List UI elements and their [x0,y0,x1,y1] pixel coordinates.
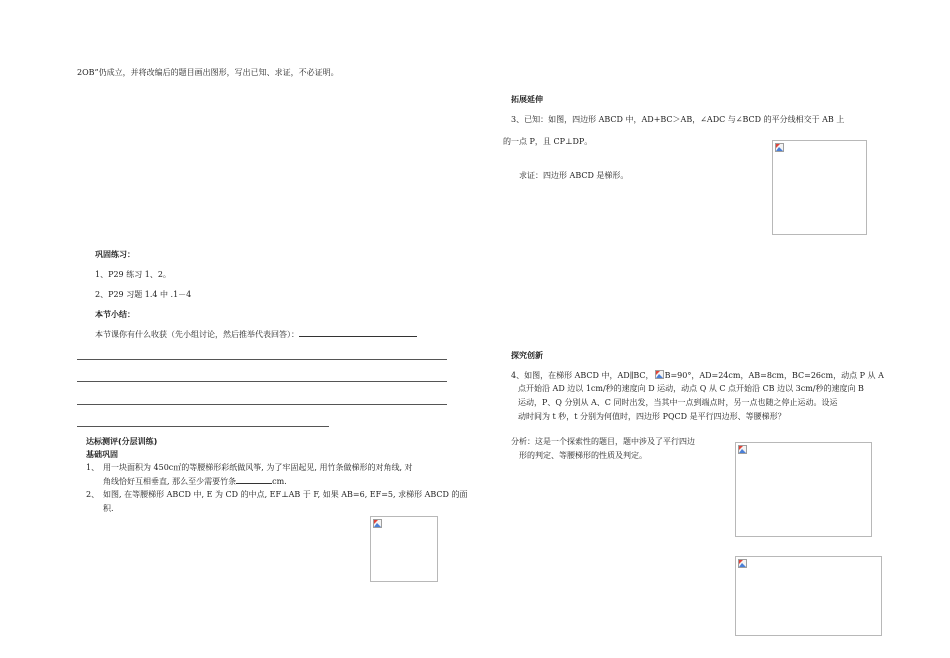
question-4-line-1 [511,370,884,381]
question-1-unit: cm. [272,477,287,486]
question-4-line-2: 点开始沿 AD 边以 1cm/秒的速度向 D 运动，动点 Q 从 C 点开始沿 CB 边以 3cm/秒的速度向 B [518,384,864,393]
innovation-heading: 探究创新 [511,351,543,360]
answer-line-3[interactable] [77,404,447,405]
broken-image-icon [738,559,747,568]
question-3-figure [772,140,867,235]
extension-heading: 拓展延伸 [511,95,543,104]
question-3-prove: 求证：四边形 ABCD 是梯形。 [519,171,629,180]
question-1-number: 1、 [86,463,100,472]
question-1-text: 角线恰好互相垂直, 那么至少需要竹条 [103,477,237,486]
practice-heading: 巩固练习： [95,250,135,259]
analysis-line-1: 分析：这是一个探索性的题目，题中涉及了平行四边 [511,437,695,446]
intro-text: 2OB”仍成立，并将改编后的题目画出图形，写出已知、求证，不必证明。 [77,68,339,77]
question-1-line-2 [103,476,287,487]
question-4-text-b: B=90°，AD=24cm，AB=8cm，BC=26cm，动点 P 从 A [664,371,884,380]
broken-image-icon [655,370,664,379]
question-4-line-4: 动时间为 t 秒，t 分别为何值时，四边形 PQCD 是平行四边形、等腰梯形？ [518,412,786,421]
summary-prompt-text: 本节课你有什么收获（先小组讨论，然后推举代表回答）： [95,330,299,339]
question-2-line-2: 积. [103,504,114,513]
practice-item-1: 1、P29 练习 1、2。 [95,270,171,279]
question-4-line-3: 运动，P、Q 分别从 A、C 同时出发，当其中一点到端点时，另一点也随之停止运动。设运 [518,398,838,407]
question-1-blank[interactable] [236,476,272,484]
question-4-text-a: 4、如图，在梯形 ABCD 中，AD∥BC， [511,371,654,380]
question-1-line-1: 用一块面积为 450c㎡的等腰梯形彩纸做风筝, 为了牢固起见, 用竹条做梯形的对角线, 对 [103,463,413,472]
answer-line-4[interactable] [77,426,329,427]
analysis-line-2: 形的判定、等腰梯形的性质及判定。 [519,451,647,460]
question-2-number: 2、 [86,490,100,499]
practice-item-2: 2、P29 习题 1.4 中 .1－4 [95,290,192,299]
analysis-figure [735,556,882,636]
summary-answer-blank[interactable] [299,329,417,337]
question-2-figure [370,516,438,582]
answer-line-2[interactable] [77,381,447,382]
answer-line-1[interactable] [77,359,447,360]
question-2-line-1: 如图, 在等腰梯形 ABCD 中, E 为 CD 的中点, EF⊥AB 于 F, 如果 AB=6, EF=5, 求梯形 ABCD 的面 [103,490,468,499]
summary-heading: 本节小结： [95,310,135,319]
inline-image-placeholder [654,370,665,379]
question-4-figure [735,442,872,537]
assessment-subheading: 基础巩固 [86,450,118,459]
summary-prompt [95,329,417,340]
question-3-line-1: 3、已知：如图，四边形 ABCD 中，AD+BC＞AB，∠ADC 与∠BCD 的平分线相交于 AB 上 [511,115,845,124]
broken-image-icon [775,143,784,152]
broken-image-icon [738,445,747,454]
question-3-line-2: 的一点 P，且 CP⊥DP。 [503,137,593,146]
assessment-heading: 达标测评(分层训练) [86,437,158,446]
broken-image-icon [373,519,382,528]
